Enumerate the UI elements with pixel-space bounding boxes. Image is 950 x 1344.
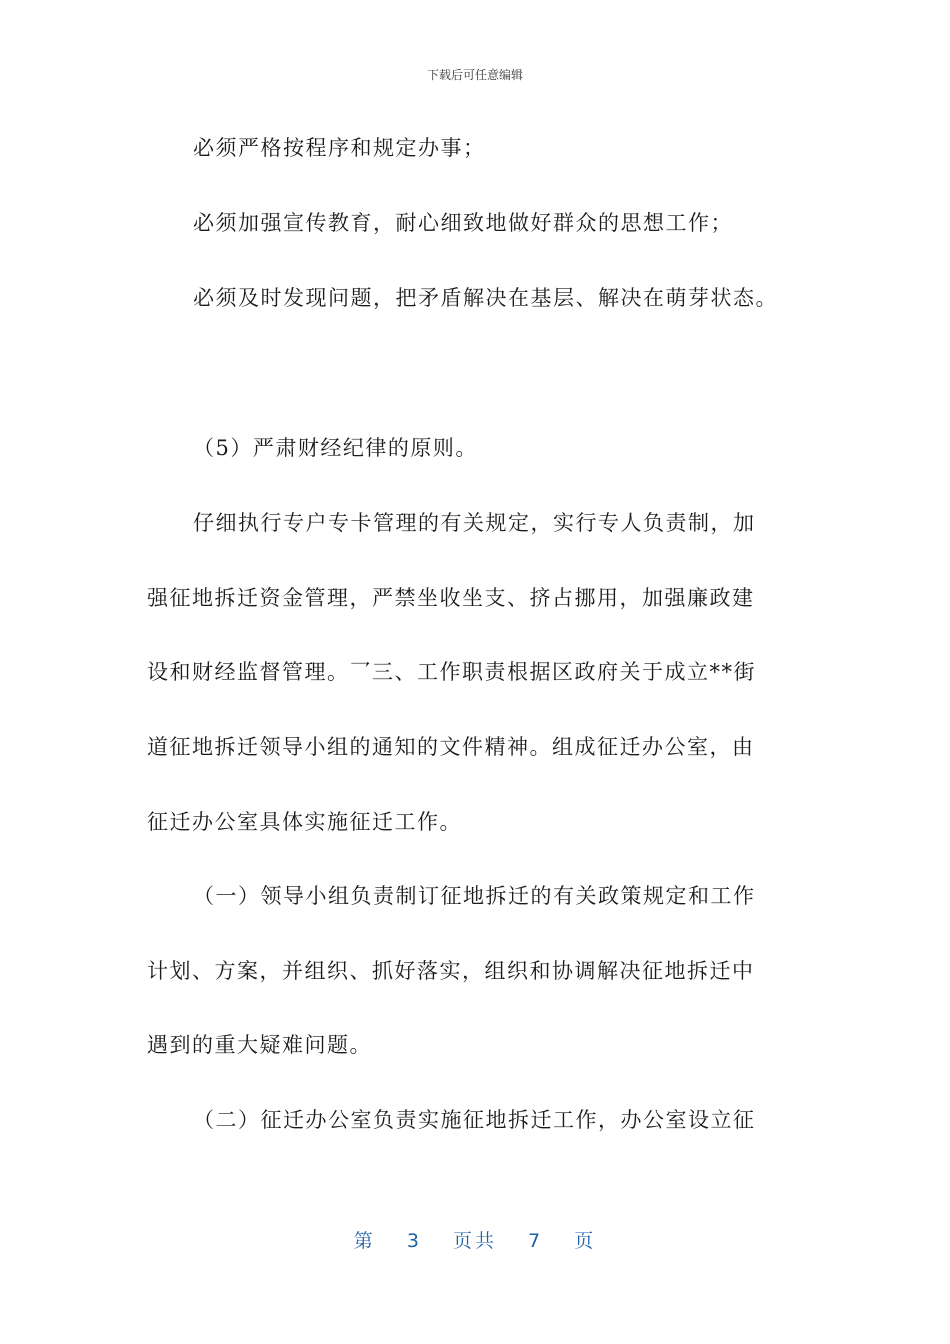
- body-line: 仔细执行专户专卡管理的有关规定，实行专人负责制，加: [193, 511, 756, 535]
- page-header: 下载后可任意编辑: [426, 68, 523, 82]
- body-line: 必须及时发现问题，把矛盾解决在基层、解决在萌芽状态。: [193, 286, 778, 310]
- section-heading: （5）严肃财经纪律的原则。: [193, 436, 478, 460]
- body-line: 征迁办公室具体实施征迁工作。: [147, 810, 462, 834]
- page-footer: [0, 1226, 950, 1253]
- body-line: （二）征迁办公室负责实施征地拆迁工作，办公室设立征: [193, 1108, 756, 1132]
- body-line: 必须严格按程序和规定办事；: [193, 136, 486, 160]
- footer-middle: 页共: [452, 1230, 497, 1252]
- body-line: 必须加强宣传教育，耐心细致地做好群众的思想工作；: [193, 211, 733, 235]
- body-line: 计划、方案，并组织、抓好落实，组织和协调解决征地拆迁中: [147, 959, 755, 983]
- body-line: 设和财经监督管理。乛三、工作职责根据区政府关于成立**街: [147, 660, 756, 684]
- body-line: 遇到的重大疑难问题。: [147, 1033, 372, 1057]
- footer-suffix: 页: [574, 1230, 597, 1252]
- body-line: 强征地拆迁资金管理，严禁坐收坐支、挤占挪用，加强廉政建: [147, 586, 755, 610]
- body-line: 道征地拆迁领导小组的通知的文件精神。组成征迁办公室，由: [147, 735, 755, 759]
- current-page-number: 3: [406, 1230, 422, 1252]
- total-page-count: 7: [528, 1230, 544, 1252]
- body-line: （一）领导小组负责制订征地拆迁的有关政策规定和工作: [193, 884, 756, 908]
- footer-prefix: 第: [353, 1230, 376, 1252]
